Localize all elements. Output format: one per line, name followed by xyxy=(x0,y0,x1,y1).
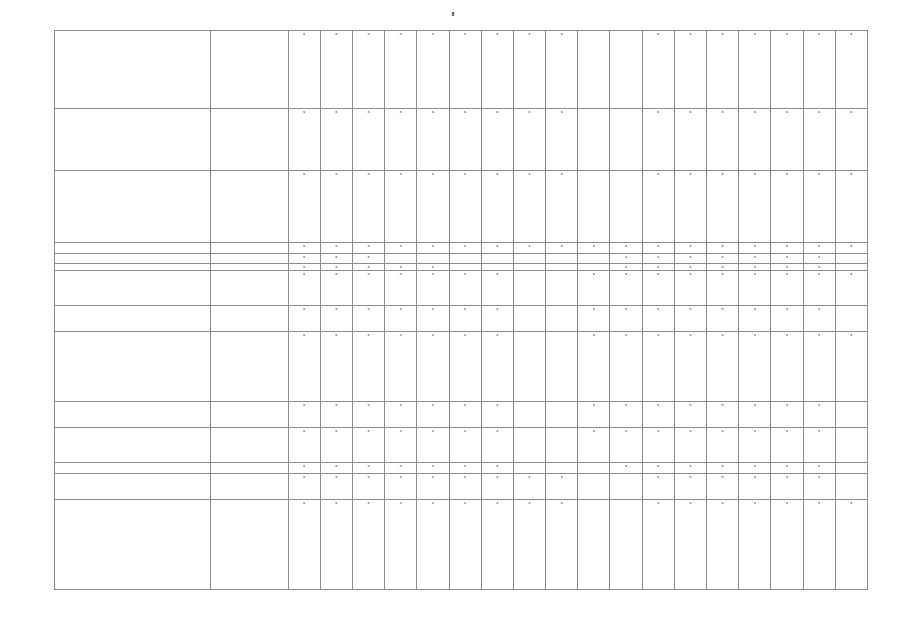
table-row xyxy=(55,402,868,428)
responsible-cell xyxy=(210,31,288,109)
value-cell: X xyxy=(320,109,352,171)
value-cell: X xyxy=(513,31,545,109)
value-cell: X xyxy=(578,306,610,332)
data-table xyxy=(54,30,868,590)
value-cell: X xyxy=(288,306,320,332)
value-cell xyxy=(513,306,545,332)
value-cell: X xyxy=(449,500,481,590)
value-cell xyxy=(546,428,578,463)
value-cell: X xyxy=(320,500,352,590)
value-cell xyxy=(546,271,578,306)
value-cell: X xyxy=(674,402,706,428)
table-row xyxy=(55,332,868,402)
value-cell: X xyxy=(835,332,867,402)
value-cell: X xyxy=(771,428,803,463)
value-cell: X xyxy=(320,254,352,264)
value-cell: X xyxy=(385,428,417,463)
value-cell: X xyxy=(352,109,384,171)
indicator-name-cell xyxy=(55,109,211,171)
value-cell: X xyxy=(803,254,835,264)
value-cell xyxy=(449,254,481,264)
value-cell: X xyxy=(674,332,706,402)
responsible-cell xyxy=(210,171,288,243)
value-cell: X xyxy=(674,109,706,171)
value-cell xyxy=(578,463,610,474)
value-cell: X xyxy=(481,171,513,243)
indicator-name-cell xyxy=(55,428,211,463)
responsible-cell xyxy=(210,109,288,171)
value-cell: X xyxy=(546,31,578,109)
value-cell: X xyxy=(546,171,578,243)
indicator-name-cell xyxy=(55,254,211,264)
value-cell xyxy=(610,500,642,590)
value-cell: X xyxy=(481,306,513,332)
value-cell: X xyxy=(739,402,771,428)
value-cell xyxy=(513,254,545,264)
value-cell: X xyxy=(320,171,352,243)
value-cell xyxy=(578,500,610,590)
value-cell: X xyxy=(417,402,449,428)
value-cell: X xyxy=(578,428,610,463)
value-cell: X xyxy=(385,463,417,474)
value-cell xyxy=(513,402,545,428)
value-cell: X xyxy=(385,171,417,243)
value-cell: X xyxy=(385,474,417,500)
value-cell: X xyxy=(352,402,384,428)
value-cell: X xyxy=(352,474,384,500)
table-row xyxy=(55,254,868,264)
value-cell: X xyxy=(417,109,449,171)
value-cell: X xyxy=(803,474,835,500)
indicator-name-cell xyxy=(55,171,211,243)
value-cell xyxy=(546,332,578,402)
value-cell: X xyxy=(449,171,481,243)
value-cell: X xyxy=(803,264,835,271)
value-cell: X xyxy=(417,306,449,332)
value-cell: X xyxy=(352,428,384,463)
table-row xyxy=(55,243,868,254)
value-cell: X xyxy=(642,500,674,590)
value-cell: X xyxy=(642,271,674,306)
indicator-name-cell xyxy=(55,402,211,428)
indicator-name-cell xyxy=(55,31,211,109)
value-cell: X xyxy=(352,264,384,271)
value-cell: X xyxy=(352,500,384,590)
value-cell: X xyxy=(642,402,674,428)
value-cell: X xyxy=(385,271,417,306)
value-cell: X xyxy=(674,271,706,306)
value-cell: X xyxy=(449,243,481,254)
value-cell xyxy=(578,171,610,243)
table-row xyxy=(55,171,868,243)
value-cell: X xyxy=(771,271,803,306)
value-cell: X xyxy=(610,254,642,264)
value-cell xyxy=(835,264,867,271)
value-cell: X xyxy=(288,428,320,463)
value-cell xyxy=(835,254,867,264)
value-cell: X xyxy=(352,31,384,109)
value-cell: X xyxy=(771,332,803,402)
value-cell: X xyxy=(417,31,449,109)
value-cell: X xyxy=(771,264,803,271)
value-cell: X xyxy=(674,428,706,463)
value-cell: X xyxy=(803,500,835,590)
value-cell: X xyxy=(546,243,578,254)
responsible-cell xyxy=(210,500,288,590)
value-cell: X xyxy=(707,254,739,264)
value-cell: X xyxy=(513,171,545,243)
value-cell: X xyxy=(320,243,352,254)
value-cell: X xyxy=(417,271,449,306)
value-cell: X xyxy=(288,402,320,428)
value-cell xyxy=(513,332,545,402)
value-cell: X xyxy=(320,306,352,332)
value-cell: X xyxy=(707,332,739,402)
value-cell: X xyxy=(674,254,706,264)
value-cell: X xyxy=(771,31,803,109)
table-row xyxy=(55,306,868,332)
value-cell: X xyxy=(707,264,739,271)
value-cell: X xyxy=(642,254,674,264)
indicator-name-cell xyxy=(55,474,211,500)
value-cell: X xyxy=(803,428,835,463)
value-cell xyxy=(610,474,642,500)
value-cell: X xyxy=(835,271,867,306)
value-cell: X xyxy=(481,31,513,109)
value-cell: X xyxy=(578,332,610,402)
value-cell xyxy=(610,31,642,109)
value-cell: X xyxy=(288,463,320,474)
value-cell xyxy=(578,254,610,264)
value-cell xyxy=(835,463,867,474)
indicator-name-cell xyxy=(55,243,211,254)
value-cell: X xyxy=(481,332,513,402)
value-cell xyxy=(610,171,642,243)
indicator-name-cell xyxy=(55,463,211,474)
value-cell: X xyxy=(642,428,674,463)
value-cell: X xyxy=(449,402,481,428)
value-cell: X xyxy=(352,463,384,474)
value-cell: X xyxy=(610,463,642,474)
value-cell xyxy=(513,271,545,306)
value-cell: X xyxy=(707,500,739,590)
value-cell: X xyxy=(385,31,417,109)
value-cell: X xyxy=(513,500,545,590)
value-cell xyxy=(578,264,610,271)
value-cell xyxy=(835,402,867,428)
value-cell: X xyxy=(642,31,674,109)
value-cell: X xyxy=(739,500,771,590)
value-cell: X xyxy=(417,474,449,500)
value-cell: X xyxy=(385,306,417,332)
value-cell: X xyxy=(771,402,803,428)
value-cell: X xyxy=(707,306,739,332)
value-cell xyxy=(513,264,545,271)
value-cell: X xyxy=(771,243,803,254)
value-cell xyxy=(417,254,449,264)
value-cell: X xyxy=(610,271,642,306)
value-cell: X xyxy=(803,402,835,428)
value-cell xyxy=(481,254,513,264)
value-cell: X xyxy=(739,332,771,402)
value-cell: X xyxy=(320,463,352,474)
value-cell: X xyxy=(803,271,835,306)
value-cell: X xyxy=(739,428,771,463)
value-cell: X xyxy=(771,463,803,474)
value-cell: X xyxy=(610,264,642,271)
value-cell: X xyxy=(481,109,513,171)
value-cell: X xyxy=(707,243,739,254)
value-cell: X xyxy=(803,332,835,402)
value-cell: X xyxy=(642,332,674,402)
value-cell xyxy=(546,264,578,271)
table-row xyxy=(55,463,868,474)
value-cell: X xyxy=(707,474,739,500)
value-cell xyxy=(835,306,867,332)
value-cell: X xyxy=(288,109,320,171)
value-cell: X xyxy=(417,332,449,402)
value-cell: X xyxy=(417,243,449,254)
value-cell: X xyxy=(449,428,481,463)
value-cell: X xyxy=(771,254,803,264)
value-cell: X xyxy=(707,109,739,171)
value-cell: X xyxy=(417,171,449,243)
value-cell xyxy=(513,428,545,463)
value-cell: X xyxy=(288,271,320,306)
value-cell: X xyxy=(352,243,384,254)
value-cell: X xyxy=(352,171,384,243)
value-cell: X xyxy=(449,474,481,500)
value-cell: X xyxy=(449,31,481,109)
value-cell xyxy=(481,264,513,271)
responsible-cell xyxy=(210,474,288,500)
value-cell: X xyxy=(385,243,417,254)
value-cell: X xyxy=(803,243,835,254)
value-cell: X xyxy=(320,332,352,402)
table-row xyxy=(55,428,868,463)
value-cell xyxy=(578,31,610,109)
responsible-cell xyxy=(210,264,288,271)
value-cell: X xyxy=(320,264,352,271)
value-cell: X xyxy=(771,306,803,332)
value-cell: X xyxy=(674,171,706,243)
value-cell: X xyxy=(771,109,803,171)
value-cell: X xyxy=(320,428,352,463)
value-cell xyxy=(546,402,578,428)
value-cell: X xyxy=(803,463,835,474)
value-cell: X xyxy=(288,254,320,264)
value-cell: X xyxy=(642,243,674,254)
value-cell: X xyxy=(739,31,771,109)
value-cell: X xyxy=(707,463,739,474)
value-cell: X xyxy=(417,264,449,271)
responsible-cell xyxy=(210,402,288,428)
value-cell: X xyxy=(610,428,642,463)
table-row xyxy=(55,271,868,306)
indicator-name-cell xyxy=(55,271,211,306)
value-cell: X xyxy=(707,428,739,463)
value-cell: X xyxy=(739,254,771,264)
value-cell: X xyxy=(288,171,320,243)
value-cell: X xyxy=(642,306,674,332)
value-cell: X xyxy=(449,271,481,306)
value-cell: X xyxy=(320,271,352,306)
value-cell: X xyxy=(803,171,835,243)
value-cell: X xyxy=(739,264,771,271)
value-cell: X xyxy=(320,31,352,109)
value-cell: X xyxy=(739,171,771,243)
value-cell xyxy=(385,254,417,264)
value-cell: X xyxy=(674,264,706,271)
value-cell: X xyxy=(771,474,803,500)
value-cell: X xyxy=(352,254,384,264)
value-cell: X xyxy=(707,31,739,109)
table-row xyxy=(55,500,868,590)
value-cell: X xyxy=(835,243,867,254)
value-cell: X xyxy=(835,171,867,243)
value-cell xyxy=(610,109,642,171)
table-row xyxy=(55,109,868,171)
value-cell: X xyxy=(739,271,771,306)
value-cell: X xyxy=(739,243,771,254)
value-cell: X xyxy=(352,332,384,402)
value-cell: X xyxy=(352,271,384,306)
value-cell: X xyxy=(835,109,867,171)
responsible-cell xyxy=(210,306,288,332)
value-cell xyxy=(578,109,610,171)
value-cell: X xyxy=(481,463,513,474)
value-cell: X xyxy=(771,500,803,590)
indicator-name-cell xyxy=(55,306,211,332)
responsible-cell xyxy=(210,271,288,306)
value-cell: X xyxy=(803,109,835,171)
value-cell xyxy=(578,474,610,500)
value-cell: X xyxy=(707,402,739,428)
value-cell: X xyxy=(546,109,578,171)
value-cell: X xyxy=(803,306,835,332)
responsible-cell xyxy=(210,332,288,402)
value-cell: X xyxy=(739,109,771,171)
value-cell: X xyxy=(288,243,320,254)
value-cell: X xyxy=(385,332,417,402)
value-cell: X xyxy=(320,474,352,500)
value-cell: X xyxy=(481,428,513,463)
value-cell: X xyxy=(803,31,835,109)
value-cell: X xyxy=(449,332,481,402)
value-cell xyxy=(835,474,867,500)
responsible-cell xyxy=(210,463,288,474)
responsible-cell xyxy=(210,254,288,264)
value-cell: X xyxy=(288,264,320,271)
value-cell: X xyxy=(610,402,642,428)
value-cell: X xyxy=(513,474,545,500)
table-row xyxy=(55,264,868,271)
value-cell: X xyxy=(707,271,739,306)
value-cell: X xyxy=(674,463,706,474)
value-cell: X xyxy=(288,474,320,500)
value-cell: X xyxy=(642,109,674,171)
indicator-name-cell xyxy=(55,264,211,271)
value-cell: X xyxy=(674,474,706,500)
value-cell: X xyxy=(449,463,481,474)
value-cell: X xyxy=(771,171,803,243)
value-cell: X xyxy=(481,500,513,590)
value-cell: X xyxy=(449,109,481,171)
indicator-name-cell xyxy=(55,500,211,590)
value-cell: X xyxy=(739,306,771,332)
value-cell: X xyxy=(481,474,513,500)
value-cell: X xyxy=(578,271,610,306)
value-cell: X xyxy=(835,31,867,109)
responsible-cell xyxy=(210,428,288,463)
value-cell: X xyxy=(674,500,706,590)
value-cell: X xyxy=(417,463,449,474)
table-row xyxy=(55,474,868,500)
value-cell: X xyxy=(385,402,417,428)
value-cell: X xyxy=(449,306,481,332)
value-cell: X xyxy=(546,474,578,500)
value-cell: X xyxy=(578,402,610,428)
value-cell: X xyxy=(707,171,739,243)
value-cell: X xyxy=(481,402,513,428)
value-cell: X xyxy=(546,500,578,590)
indicator-name-cell xyxy=(55,332,211,402)
value-cell: X xyxy=(674,243,706,254)
value-cell: X xyxy=(610,243,642,254)
responsible-cell xyxy=(210,243,288,254)
value-cell xyxy=(835,428,867,463)
value-cell: X xyxy=(642,463,674,474)
value-cell: X xyxy=(739,474,771,500)
value-cell: X xyxy=(642,264,674,271)
value-cell xyxy=(546,306,578,332)
value-cell xyxy=(546,463,578,474)
value-cell: X xyxy=(578,243,610,254)
value-cell xyxy=(513,463,545,474)
value-cell: X xyxy=(674,306,706,332)
value-cell: X xyxy=(513,109,545,171)
value-cell: X xyxy=(513,243,545,254)
value-cell xyxy=(546,254,578,264)
value-cell: X xyxy=(288,31,320,109)
value-cell: X xyxy=(385,264,417,271)
value-cell: X xyxy=(835,500,867,590)
value-cell: X xyxy=(642,474,674,500)
value-cell xyxy=(449,264,481,271)
value-cell: X xyxy=(385,500,417,590)
value-cell: X xyxy=(320,402,352,428)
value-cell: X xyxy=(481,243,513,254)
value-cell: X xyxy=(481,271,513,306)
value-cell: X xyxy=(417,500,449,590)
value-cell: X xyxy=(739,463,771,474)
value-cell: X xyxy=(288,500,320,590)
value-cell: X xyxy=(385,109,417,171)
value-cell: X xyxy=(610,306,642,332)
value-cell: X xyxy=(642,171,674,243)
table-row xyxy=(55,31,868,109)
value-cell: X xyxy=(674,31,706,109)
page-number: 8 xyxy=(451,12,455,18)
value-cell: X xyxy=(417,428,449,463)
value-cell: X xyxy=(288,332,320,402)
value-cell: X xyxy=(610,332,642,402)
value-cell: X xyxy=(352,306,384,332)
